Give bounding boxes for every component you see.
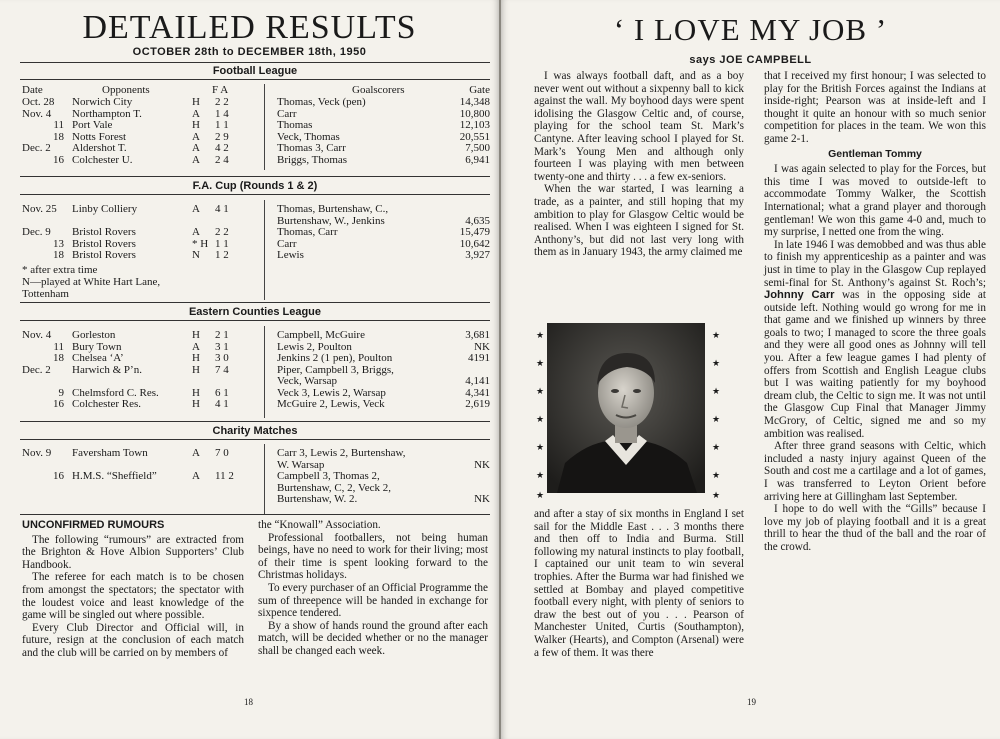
paragraph: the “Knowall” Association. xyxy=(258,519,381,531)
eastern-counties-heading: Eastern Counties League xyxy=(20,306,490,321)
opponent: Chelmsford C. Res. xyxy=(72,386,159,399)
match-date: Nov. 4 xyxy=(22,107,52,120)
header-opponents: Opponents xyxy=(102,84,150,96)
star-ornament: ★ xyxy=(536,442,545,452)
paragraph-text: was in the opposing side at outside left. Nothing would go wrong for me in that game and we finished up winners by three goals to two; I managed to score the three goals and they were all good ones as Johnny will tell you. After a few league games I had plenty of offers from Scottish and English League clubs but I was waiting patiently for my boyhood dream club, the Celtic to sign me. It was not until the Glasgow Cup Final that Manager Jimmy McGrory, of Celtic, signed me and so my ambition was realised. xyxy=(764,289,986,440)
note-line: N—played at White Hart Lane, xyxy=(22,276,161,288)
rumours-column-2 xyxy=(258,519,488,658)
venue: A xyxy=(192,226,200,238)
opponent: Bristol Rovers xyxy=(72,226,136,238)
rumours-column-1 xyxy=(22,519,244,660)
date-range: OCTOBER 28th to DECEMBER 18th, 1950 xyxy=(132,46,367,58)
opponent: Chelsea ‘A’ xyxy=(72,352,124,364)
paragraph: When the war started, I was learning a trade, as a painter, and still hoping that my ambition to play for Glasgow Celtic would be realised. When I was eighteen I signed for St. Anthony’s, but did not last very long with them as in January 1943, the army claimed me xyxy=(534,183,744,259)
match-date: Nov. 25 xyxy=(22,203,57,215)
attendance: 15,479 xyxy=(459,226,490,238)
goalscorers: Briggs, Thomas xyxy=(277,153,348,166)
goalscorers: Veck 3, Lewis 2, Warsap xyxy=(277,386,386,399)
star-ornament: ★ xyxy=(536,358,545,368)
opponent: Bristol Rovers xyxy=(72,237,136,250)
star-ornament: ★ xyxy=(712,490,721,500)
header-date: Date xyxy=(22,84,43,96)
goalscorers: Carr xyxy=(277,107,297,120)
goalscorers: Carr xyxy=(277,237,297,250)
match-date: 11 xyxy=(53,340,64,353)
venue: A xyxy=(192,107,200,120)
star-ornament: ★ xyxy=(712,386,721,396)
opponent: Colchester Res. xyxy=(72,398,142,410)
match-date: 16 xyxy=(53,470,64,482)
match-date: 18 xyxy=(53,130,64,143)
score: 7 4 xyxy=(215,363,229,376)
attendance: 10,800 xyxy=(459,107,490,120)
paragraph: Professional footballers, not being human beings, have no need to work for their living; most of their time is spent looking forward to the Christmas holidays. xyxy=(258,531,488,582)
table-row xyxy=(22,459,490,471)
attendance: NK xyxy=(474,493,490,505)
column-divider xyxy=(264,84,265,170)
table-row xyxy=(22,96,490,108)
venue: A xyxy=(192,153,200,166)
goalscorers: W. Warsap xyxy=(277,458,325,471)
score: 4 1 xyxy=(215,398,229,410)
opponent: Harwich & P’n. xyxy=(72,363,142,376)
goalscorers: Thomas xyxy=(277,119,313,131)
opponent: Colchester U. xyxy=(72,153,133,166)
match-date: Dec. 9 xyxy=(22,226,51,238)
venue: H xyxy=(192,329,200,341)
divider xyxy=(20,302,490,303)
attendance: 7,500 xyxy=(465,142,490,154)
table-row xyxy=(22,387,490,399)
venue: H xyxy=(192,352,200,364)
score: 1 4 xyxy=(215,107,229,120)
table-row xyxy=(22,364,490,376)
venue: A xyxy=(192,340,200,353)
venue: A xyxy=(192,142,200,154)
article-column-1-top xyxy=(534,70,744,259)
score: 11 2 xyxy=(215,470,234,482)
column-divider xyxy=(264,444,265,514)
score: 4 1 xyxy=(215,203,229,215)
highlighted-name: Johnny Carr xyxy=(764,289,835,302)
star-ornament: ★ xyxy=(712,358,721,368)
subheading: Gentleman Tommy xyxy=(828,147,922,160)
paragraph: To every purchaser of an Official Programme the sum of threepence will be handed in exchange for sixpence tendered. xyxy=(258,581,488,620)
article-column-2 xyxy=(764,70,986,554)
paragraph: that I received my first honour; I was selected to play for the British Forces against the Indians at inside-right; Pearson was at inside-left and I thought it quite an honour with so much senior competition for places in the team. We won this game 2-1. xyxy=(764,70,986,145)
goalscorers: Thomas 3, Carr xyxy=(277,142,346,154)
goalscorers: Thomas, Veck (pen) xyxy=(277,96,366,108)
table-row xyxy=(22,108,490,120)
player-photo xyxy=(547,323,705,493)
attendance: 2,619 xyxy=(465,398,490,410)
goalscorers: Carr 3, Lewis 2, Burtenshaw, xyxy=(277,447,406,459)
article-header xyxy=(501,12,1000,66)
paragraph: Every Club Director and Official will, in future, resign at the conclusion of each match and the club will be carried on by members of xyxy=(22,621,244,659)
attendance: 6,941 xyxy=(465,153,490,166)
paragraph: The following “rumours” are extracted from the Brighton & Hove Albion Supporters’ Club Handbook. xyxy=(22,533,244,571)
divider xyxy=(20,176,490,177)
score: 1 2 xyxy=(215,249,229,261)
attendance: NK xyxy=(474,340,490,353)
header-fa: F A xyxy=(212,84,229,96)
star-ornament: ★ xyxy=(536,386,545,396)
column-headers xyxy=(22,84,490,96)
venue: H xyxy=(192,96,200,108)
goalscorers: Campbell, McGuire xyxy=(277,329,365,341)
table-row xyxy=(22,375,490,387)
goalscorers: Thomas, Carr xyxy=(277,226,338,238)
venue: H xyxy=(192,363,200,376)
table-row xyxy=(22,470,490,482)
score: 1 1 xyxy=(215,237,229,250)
attendance: 3,681 xyxy=(465,329,490,341)
table-row xyxy=(22,142,490,154)
divider xyxy=(20,421,490,422)
paragraph: I hope to do well with the “Gills” because I love my job of playing football and it is a great thrill to hear the thud of the ball and the roar of the crowd. xyxy=(764,503,986,553)
match-date: 18 xyxy=(53,249,64,261)
table-row xyxy=(22,249,490,261)
paragraph: I was again selected to play for the Forces, but this time I was moved to outside-left to accommodate Tommy Walker, the Scottish International; what a grand player and thorough gentleman! We won this game 4-0 and, much to my surprise, I netted one from the wing. xyxy=(764,163,986,239)
fa-cup-heading: F.A. Cup (Rounds 1 & 2) xyxy=(20,180,490,195)
article-title: ‘ I LOVE MY JOB ’ xyxy=(613,12,888,47)
results-header xyxy=(0,10,499,58)
goalscorers: Campbell 3, Thomas 2, xyxy=(277,470,380,482)
goalscorers: Thomas, Burtenshaw, C., xyxy=(277,203,389,215)
table-row xyxy=(22,329,490,341)
opponent: Northampton T. xyxy=(72,107,142,120)
paragraph: By a show of hands round the ground after each match, will be decided whether or no the manager shall be changed each week. xyxy=(258,619,488,657)
table-row xyxy=(22,398,490,410)
star-ornament: ★ xyxy=(712,414,721,424)
venue: A xyxy=(192,470,200,482)
goalscorers: McGuire 2, Lewis, Veck xyxy=(277,398,385,410)
match-date: 18 xyxy=(53,352,64,364)
star-ornament: ★ xyxy=(712,330,721,340)
table-row xyxy=(22,482,490,494)
venue: H xyxy=(192,386,200,399)
score: 2 2 xyxy=(215,226,229,238)
score: 4 2 xyxy=(215,142,229,154)
rumours-heading: UNCONFIRMED RUMOURS xyxy=(22,519,165,531)
match-date: Dec. 2 xyxy=(22,363,51,376)
divider xyxy=(20,514,490,515)
charity-heading: Charity Matches xyxy=(20,425,490,440)
venue: H xyxy=(192,398,200,410)
opponent: Linby Colliery xyxy=(72,203,138,215)
header-gate: Gate xyxy=(469,84,490,96)
score: 3 0 xyxy=(215,352,229,364)
opponent: Gorleston xyxy=(72,329,116,341)
match-date: Dec. 2 xyxy=(22,142,51,154)
column-divider xyxy=(264,200,265,300)
attendance: 14,348 xyxy=(459,96,490,108)
attendance: 4,141 xyxy=(465,375,490,387)
score: 2 1 xyxy=(215,329,229,341)
venue: * H xyxy=(192,237,209,250)
goalscorers: Burtenshaw, W. 2. xyxy=(277,493,358,505)
opponent: Bristol Rovers xyxy=(72,249,136,261)
portrait-illustration xyxy=(547,323,705,493)
paragraph: I was always football daft, and as a boy never went out without a sixpenny ball to kick against the wall. My boyhood days were spent idolising the Glasgow Celtic and, of course, playing for the school team St. Mark’s Cantyne. After leaving school I played for St. Mark’s Young Men and although only fourteen I was playing with men between twenty-one and thirty . . . a few ex-seniors. xyxy=(534,70,744,183)
column-divider xyxy=(264,326,265,418)
goalscorers: Jenkins 2 (1 pen), Poulton xyxy=(277,352,393,364)
star-ornament: ★ xyxy=(536,470,545,480)
header-goalscorers: Goalscorers xyxy=(352,84,405,96)
table-row xyxy=(22,493,490,505)
star-ornament: ★ xyxy=(536,490,545,500)
table-row xyxy=(22,238,490,250)
star-ornament: ★ xyxy=(712,442,721,452)
table-row xyxy=(22,215,490,227)
attendance: 20,551 xyxy=(459,130,490,143)
football-league-heading: Football League xyxy=(20,65,490,80)
venue: N xyxy=(192,249,200,261)
goalscorers: Lewis xyxy=(277,249,304,261)
attendance: 10,642 xyxy=(459,237,490,250)
attendance: 12,103 xyxy=(459,119,490,131)
paragraph: The referee for each match is to be chosen from amongst the spectators; the spectator with the loudest voice and least knowledge of the game will be singled out where possible. xyxy=(22,571,244,622)
venue: A xyxy=(192,130,200,143)
goalscorers: Veck, Warsap xyxy=(277,375,338,387)
star-ornament: ★ xyxy=(536,414,545,424)
table-row xyxy=(22,341,490,353)
byline: says JOE CAMPBELL xyxy=(689,54,812,66)
star-ornament: ★ xyxy=(712,470,721,480)
venue: A xyxy=(192,447,200,459)
attendance: 4,635 xyxy=(465,214,490,227)
goalscorers: Piper, Campbell 3, Briggs, xyxy=(277,363,394,376)
opponent: Port Vale xyxy=(72,119,113,131)
match-date: Oct. 28 xyxy=(22,96,55,108)
venue: A xyxy=(192,203,200,215)
goalscorers: Burtenshaw, C, 2, Veck 2, xyxy=(277,481,391,494)
goalscorers: Burtenshaw, W., Jenkins xyxy=(277,214,385,227)
paragraph: and after a stay of six months in England I set sail for the Middle East . . . 3 months there and then off to India and Burma. Still following my natural instincts to play football, I captained our unit team to win several trophies. After the Burma war had finished we settled at Bombay and played competitive football every night, with plenty of seniors to draw the best out of you . . . Pearson of Manchester United, Curtis (Southampton), Walker (Hearts), and Compton (Arsenal) were a few of them. It was there xyxy=(534,508,744,659)
venue: H xyxy=(192,119,200,131)
attendance: NK xyxy=(474,458,490,471)
table-row xyxy=(22,447,490,459)
table-row xyxy=(22,154,490,166)
paragraph-text: In late 1946 I was demobbed and was thus able to finish my apprenticeship as a painter and was just in time to play in the Glasgow Cup replayed semi-final for St. Anthony’s against St. Roch’s; xyxy=(764,238,986,289)
score: 3 1 xyxy=(215,340,229,353)
article-column-1-bottom xyxy=(534,508,744,659)
page-title: DETAILED RESULTS xyxy=(82,9,417,46)
star-ornament: ★ xyxy=(536,330,545,340)
goalscorers: Veck, Thomas xyxy=(277,130,340,143)
match-date: 16 xyxy=(53,153,64,166)
table-row xyxy=(22,119,490,131)
divider xyxy=(20,62,490,63)
opponent: Aldershot T. xyxy=(72,142,127,154)
match-date: Nov. 9 xyxy=(22,447,52,459)
page-number: 19 xyxy=(747,697,756,707)
paragraph: After three grand seasons with Celtic, which included a nasty injury against Queen of the South and cost me a cartilage and a lot of games, I was transferred to Leyton Orient before arriving here at Gillingham last September. xyxy=(764,440,986,503)
opponent: Norwich City xyxy=(72,96,133,108)
score: 1 1 xyxy=(215,119,229,131)
note-line: Tottenham xyxy=(22,288,69,300)
score: 2 2 xyxy=(215,96,229,108)
attendance: 3,927 xyxy=(465,249,490,261)
table-row xyxy=(22,352,490,364)
score: 2 9 xyxy=(215,130,229,143)
score: 2 4 xyxy=(215,153,229,166)
page-left xyxy=(0,0,499,739)
score: 6 1 xyxy=(215,386,229,399)
match-date: Nov. 4 xyxy=(22,329,52,341)
opponent: H.M.S. “Sheffield” xyxy=(72,470,157,482)
table-row xyxy=(22,203,490,215)
attendance: 4,341 xyxy=(465,386,490,399)
attendance: 4191 xyxy=(468,352,490,364)
opponent: Bury Town xyxy=(72,340,122,353)
match-date: 16 xyxy=(53,398,64,410)
match-date: 9 xyxy=(58,386,64,399)
page-number: 18 xyxy=(244,697,253,707)
score: 7 0 xyxy=(215,447,229,459)
table-row xyxy=(22,131,490,143)
fa-cup-notes xyxy=(22,264,252,300)
match-date: 11 xyxy=(53,119,64,131)
note-line: * after extra time xyxy=(22,264,98,276)
opponent: Faversham Town xyxy=(72,447,148,459)
goalscorers: Lewis 2, Poulton xyxy=(277,340,352,353)
table-row xyxy=(22,226,490,238)
opponent: Notts Forest xyxy=(72,130,127,143)
match-date: 13 xyxy=(53,237,64,250)
